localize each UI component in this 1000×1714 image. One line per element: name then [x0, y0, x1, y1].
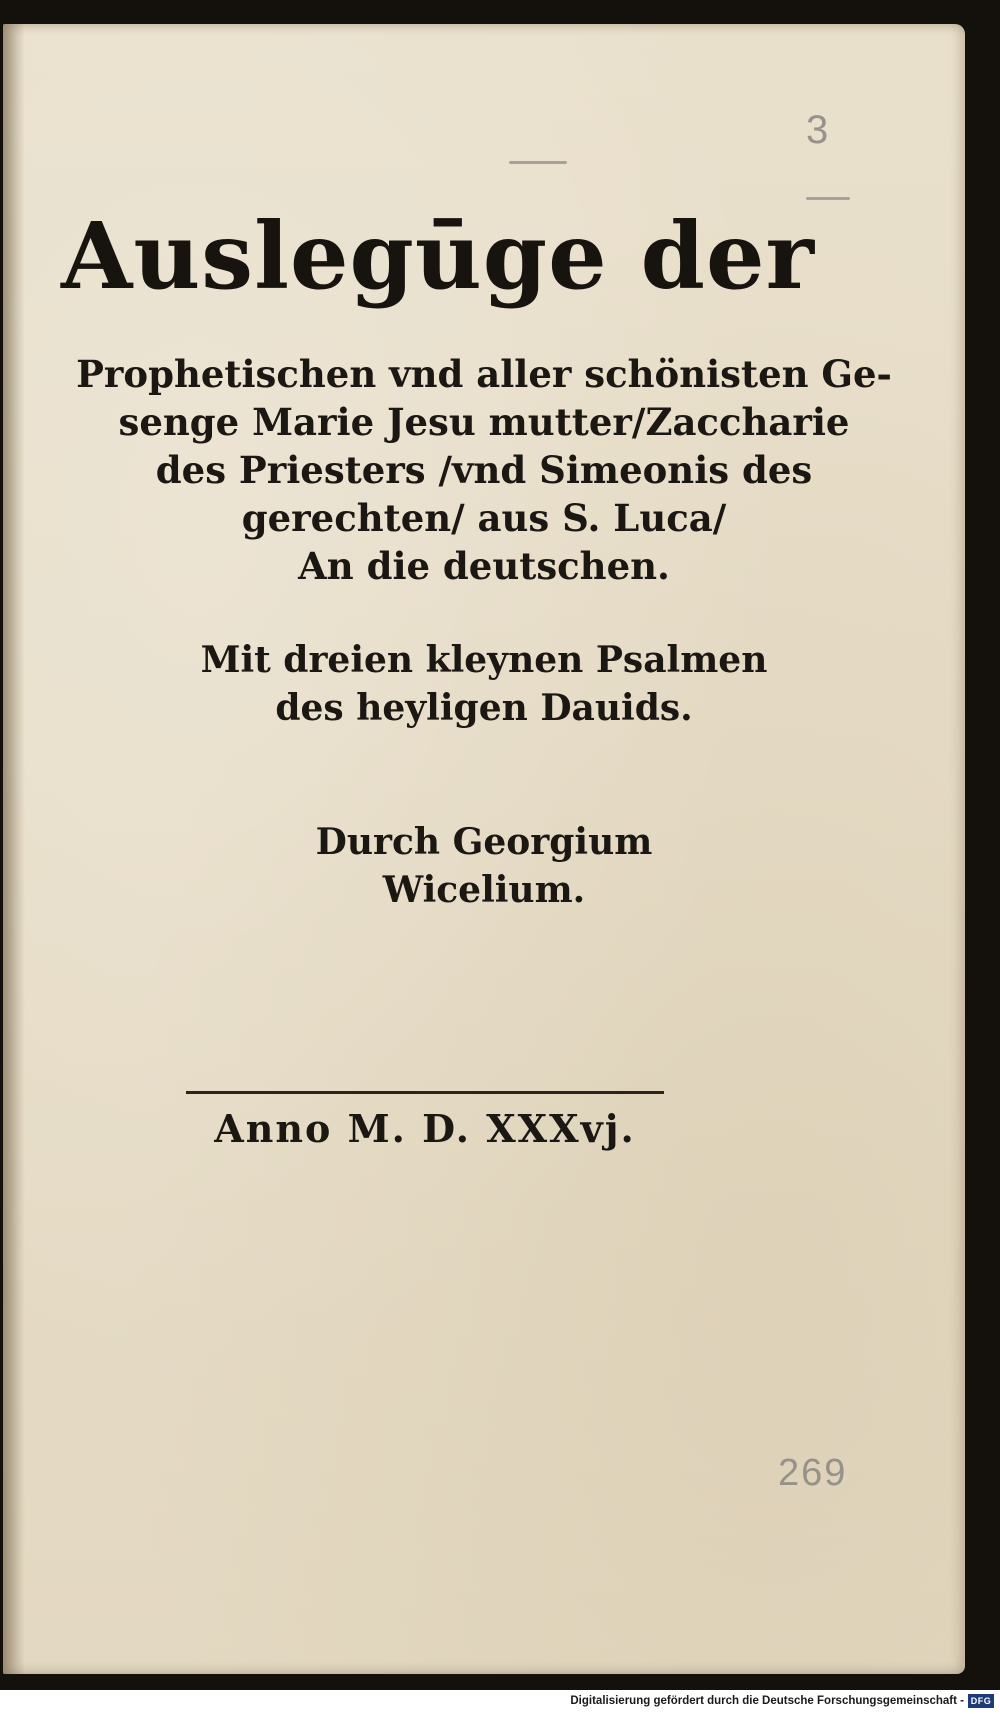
description-line: Prophetischen vnd aller schönisten Ge-	[76, 352, 892, 396]
footer-credit: Digitalisierung gefördert durch die Deutsche Forschungsgemeinschaft -	[570, 1695, 964, 1707]
description-line: An die deutschen.	[298, 544, 670, 588]
author-line: Wicelium.	[382, 869, 586, 911]
psalms-subtitle	[3, 636, 965, 732]
pencil-number-bottom: 269	[778, 1452, 848, 1494]
book-page	[3, 24, 965, 1674]
publication-date: Anno M. D. XXXvj.	[214, 1106, 636, 1151]
description-line: senge Marie Jesu mutter/Zaccharie	[118, 400, 850, 444]
description-line: gerechten/ aus S. Luca/	[241, 496, 727, 540]
date-rule-divider	[186, 1091, 664, 1094]
description-line: des Priesters /vnd Simeonis des	[155, 448, 813, 492]
pencil-dash-mark	[509, 161, 567, 164]
dfg-logo: DFG	[968, 1694, 994, 1708]
author-credit	[3, 818, 965, 914]
pencil-number-top: 3	[806, 108, 829, 152]
title-description	[3, 350, 965, 590]
author-line: Durch Georgium	[315, 821, 653, 863]
page-headline: Auslegūge der	[61, 202, 815, 310]
subtitle-line: Mit dreien kleynen Psalmen	[200, 639, 768, 681]
pencil-dash-mark	[806, 197, 850, 200]
subtitle-line: des heyligen Dauids.	[275, 687, 693, 729]
